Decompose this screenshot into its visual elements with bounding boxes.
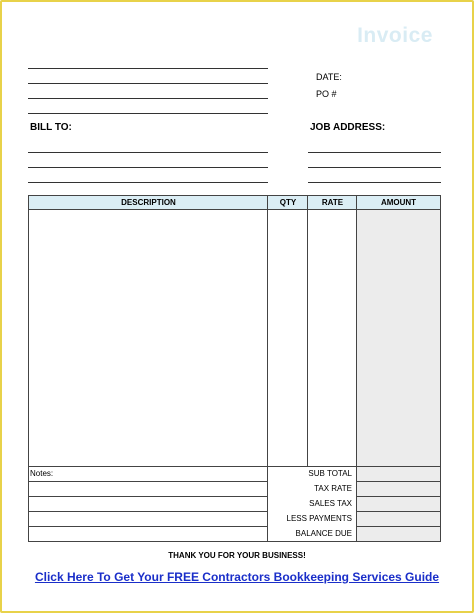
row-divider [28, 496, 268, 497]
column-divider [356, 195, 357, 541]
company-line[interactable] [28, 68, 268, 69]
bill-to-line[interactable] [28, 152, 268, 153]
row-divider [28, 526, 268, 527]
column-divider [307, 195, 308, 466]
balance-due-label: BALANCE DUE [295, 529, 352, 538]
job-address-label: JOB ADDRESS: [310, 122, 386, 133]
column-header-qty: QTY [279, 198, 297, 207]
job-address-line[interactable] [308, 152, 441, 153]
summary-amount-fill [357, 466, 440, 541]
row-divider [356, 481, 441, 482]
invoice-title: Invoice [357, 24, 433, 47]
bill-to-line[interactable] [28, 182, 268, 183]
row-divider [356, 496, 441, 497]
column-header-amount: AMOUNT [380, 198, 417, 207]
bill-to-line[interactable] [28, 167, 268, 168]
row-divider [356, 526, 441, 527]
job-address-line[interactable] [308, 182, 441, 183]
notes-label: Notes: [30, 469, 54, 478]
column-header-rate: RATE [321, 198, 344, 207]
thank-you-text: THANK YOU FOR YOUR BUSINESS! [168, 551, 306, 560]
row-divider [356, 511, 441, 512]
less-payments-label: LESS PAYMENTS [286, 514, 352, 523]
date-label: DATE: [316, 72, 342, 82]
job-address-line[interactable] [308, 167, 441, 168]
sub-total-label: SUB TOTAL [308, 469, 352, 478]
column-header-description: DESCRIPTION [121, 198, 176, 207]
po-label: PO # [316, 89, 337, 99]
bill-to-label: BILL TO: [30, 122, 72, 133]
row-divider [28, 481, 268, 482]
amount-column-fill [357, 210, 440, 466]
tax-rate-label: TAX RATE [314, 484, 352, 493]
company-line[interactable] [28, 83, 268, 84]
company-line[interactable] [28, 113, 268, 114]
sales-tax-label: SALES TAX [309, 499, 352, 508]
row-divider [28, 466, 441, 467]
company-line[interactable] [28, 98, 268, 99]
bookkeeping-guide-link[interactable]: Click Here To Get Your FREE Contractors Bookkeeping Services Guide [34, 570, 440, 584]
row-divider [28, 511, 268, 512]
column-divider [267, 195, 268, 541]
table-header-row [28, 195, 441, 210]
